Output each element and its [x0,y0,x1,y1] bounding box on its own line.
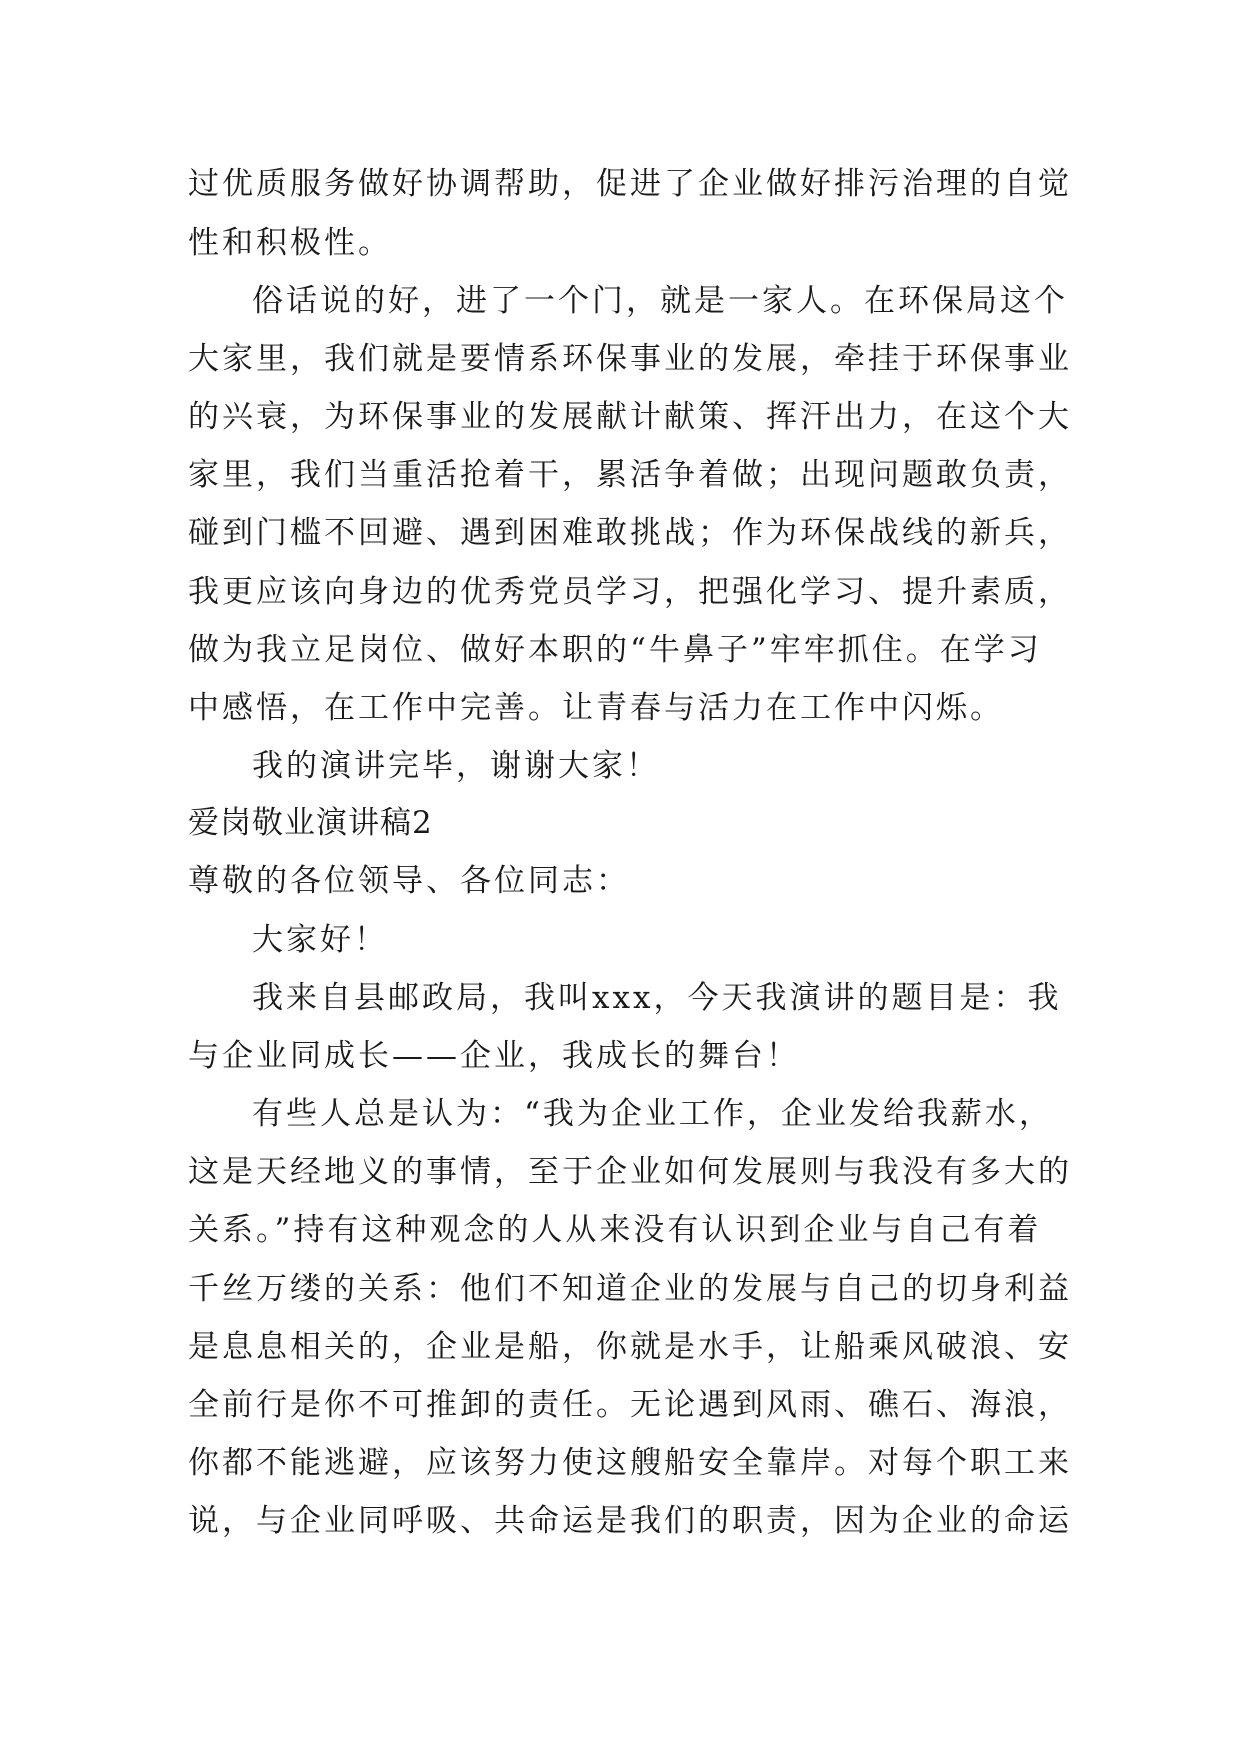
paragraph-line: 做为我立足岗位、做好本职的“牛鼻子”牢牢抓住。在学习 [188,632,1042,668]
paragraph-line: 有些人总是认为：“我为企业工作，企业发给我薪水， [252,1096,1053,1132]
paragraph-line: 碰到门槛不回避、遇到困难敢挑战；作为环保战线的新兵， [188,515,1072,551]
paragraph-line: 的兴衰，为环保事业的发展献计献策、挥汗出力，在这个大 [188,399,1072,435]
paragraph-line: 过优质服务做好协调帮助，促进了企业做好排污治理的自觉 [188,166,1072,202]
paragraph-line: 中感悟，在工作中完善。让青春与活力在工作中闪烁。 [188,690,1004,726]
paragraph-line: 大家里，我们就是要情系环保事业的发展，牵挂于环保事业 [188,341,1072,377]
paragraph-line: 千丝万缕的关系：他们不知道企业的发展与自己的切身利益 [188,1271,1072,1307]
closing-line: 我的演讲完毕，谢谢大家！ [252,748,660,784]
paragraph-line: 你都不能逃避，应该努力使这艘船安全靠岸。对每个职工来 [188,1445,1072,1481]
salutation: 尊敬的各位领导、各位同志： [188,863,630,899]
paragraph-line: 我更应该向身边的优秀党员学习，把强化学习、提升素质， [188,574,1072,610]
paragraph-line: 家里，我们当重活抢着干，累活争着做；出现问题敢负责， [188,457,1072,493]
paragraph-line: 性和积极性。 [188,225,392,261]
paragraph-line: 全前行是你不可推卸的责任。无论遇到风雨、礁石、海浪， [188,1387,1072,1423]
paragraph-line: 我来自县邮政局，我叫xxx，今天我演讲的题目是：我 [252,980,1062,1016]
section-title: 爱岗敬业演讲稿2 [188,805,433,841]
paragraph-line: 俗话说的好，进了一个门，就是一家人。在环保局这个 [252,283,1068,319]
paragraph-line: 关系。”持有这种观念的人从来没有认识到企业与自己有着 [188,1212,1042,1248]
paragraph-line: 这是天经地义的事情，至于企业如何发展则与我没有多大的 [188,1154,1072,1190]
paragraph-line: 与企业同成长——企业，我成长的舞台！ [188,1038,800,1074]
paragraph-line: 是息息相关的，企业是船，你就是水手，让船乘风破浪、安 [188,1329,1072,1365]
greeting: 大家好！ [252,922,388,958]
paragraph-line: 说，与企业同呼吸、共命运是我们的职责，因为企业的命运 [188,1503,1072,1539]
